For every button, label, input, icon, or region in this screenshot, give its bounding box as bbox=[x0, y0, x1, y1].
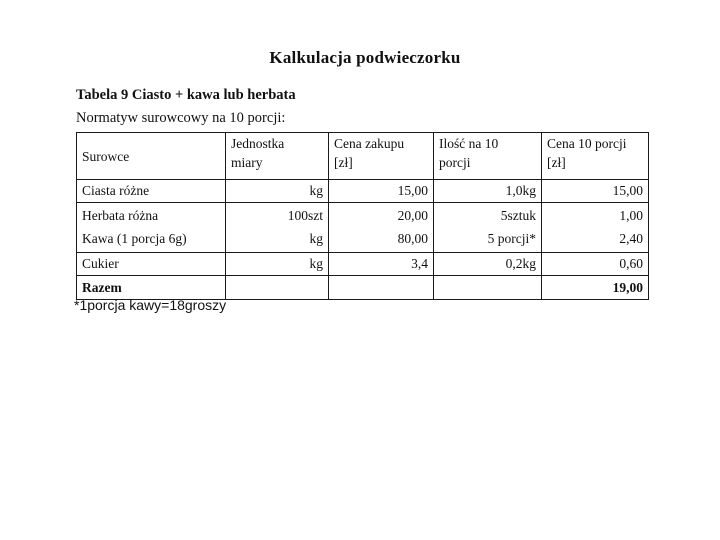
table-row bbox=[77, 180, 649, 203]
cell-surowiec: Ciasta różne bbox=[77, 180, 226, 203]
header-cena-10-line1: Cena 10 porcji bbox=[547, 136, 627, 151]
table-row bbox=[77, 203, 649, 253]
cell-line: Kawa (1 porcja 6g) bbox=[82, 231, 187, 246]
calculation-table bbox=[76, 132, 649, 300]
cell-line: kg bbox=[309, 231, 323, 246]
total-empty-cell bbox=[226, 276, 329, 300]
total-value: 19,00 bbox=[542, 276, 649, 300]
header-surowce-label: Surowce bbox=[82, 149, 130, 164]
footnote: *1porcja kawy=18groszy bbox=[74, 297, 227, 313]
cell-line: 80,00 bbox=[397, 231, 428, 246]
header-jednostka-line2: miary bbox=[231, 155, 263, 170]
cell-ilosc: 0,2kg bbox=[434, 253, 542, 276]
cell-cena10: 15,00 bbox=[542, 180, 649, 203]
cell-surowiec bbox=[77, 203, 226, 253]
page-title: Kalkulacja podwieczorku bbox=[269, 48, 461, 67]
header-cena-10 bbox=[542, 133, 649, 180]
header-surowce bbox=[77, 133, 226, 180]
cell-line: 1,00 bbox=[619, 208, 643, 223]
header-jednostka-line1: Jednostka bbox=[231, 136, 285, 151]
cell-cena10: 0,60 bbox=[542, 253, 649, 276]
header-cena-zakupu bbox=[329, 133, 434, 180]
cell-line: 2,40 bbox=[619, 231, 643, 246]
cell-cena: 3,4 bbox=[329, 253, 434, 276]
cell-jednostka: kg bbox=[226, 253, 329, 276]
cell-jednostka: kg bbox=[226, 180, 329, 203]
header-ilosc bbox=[434, 133, 542, 180]
total-empty-cell bbox=[329, 276, 434, 300]
cell-jednostka bbox=[226, 203, 329, 253]
total-row bbox=[77, 276, 649, 300]
table-header-row bbox=[77, 133, 649, 180]
cell-ilosc bbox=[434, 203, 542, 253]
header-cena-zakupu-line2: [zł] bbox=[334, 155, 353, 170]
header-ilosc-line1: Ilość na 10 bbox=[439, 136, 499, 151]
normative-label: Normatyw surowcowy na 10 porcji: bbox=[76, 110, 286, 126]
cell-cena bbox=[329, 203, 434, 253]
cell-cena: 15,00 bbox=[329, 180, 434, 203]
cell-ilosc: 1,0kg bbox=[434, 180, 542, 203]
cell-cena10 bbox=[542, 203, 649, 253]
cell-line: 5sztuk bbox=[500, 208, 536, 223]
header-ilosc-line2: porcji bbox=[439, 155, 471, 170]
total-empty-cell bbox=[434, 276, 542, 300]
total-label: Razem bbox=[77, 276, 226, 300]
header-cena-10-line2: [zł] bbox=[547, 155, 566, 170]
cell-line: Herbata różna bbox=[82, 208, 159, 223]
table-caption: Tabela 9 Ciasto + kawa lub herbata bbox=[76, 87, 296, 103]
cell-line: 20,00 bbox=[397, 208, 428, 223]
table-row bbox=[77, 253, 649, 276]
cell-line: 100szt bbox=[287, 208, 323, 223]
header-cena-zakupu-line1: Cena zakupu bbox=[334, 136, 405, 151]
header-jednostka bbox=[226, 133, 329, 180]
cell-surowiec: Cukier bbox=[77, 253, 226, 276]
cell-line: 5 porcji* bbox=[487, 231, 536, 246]
